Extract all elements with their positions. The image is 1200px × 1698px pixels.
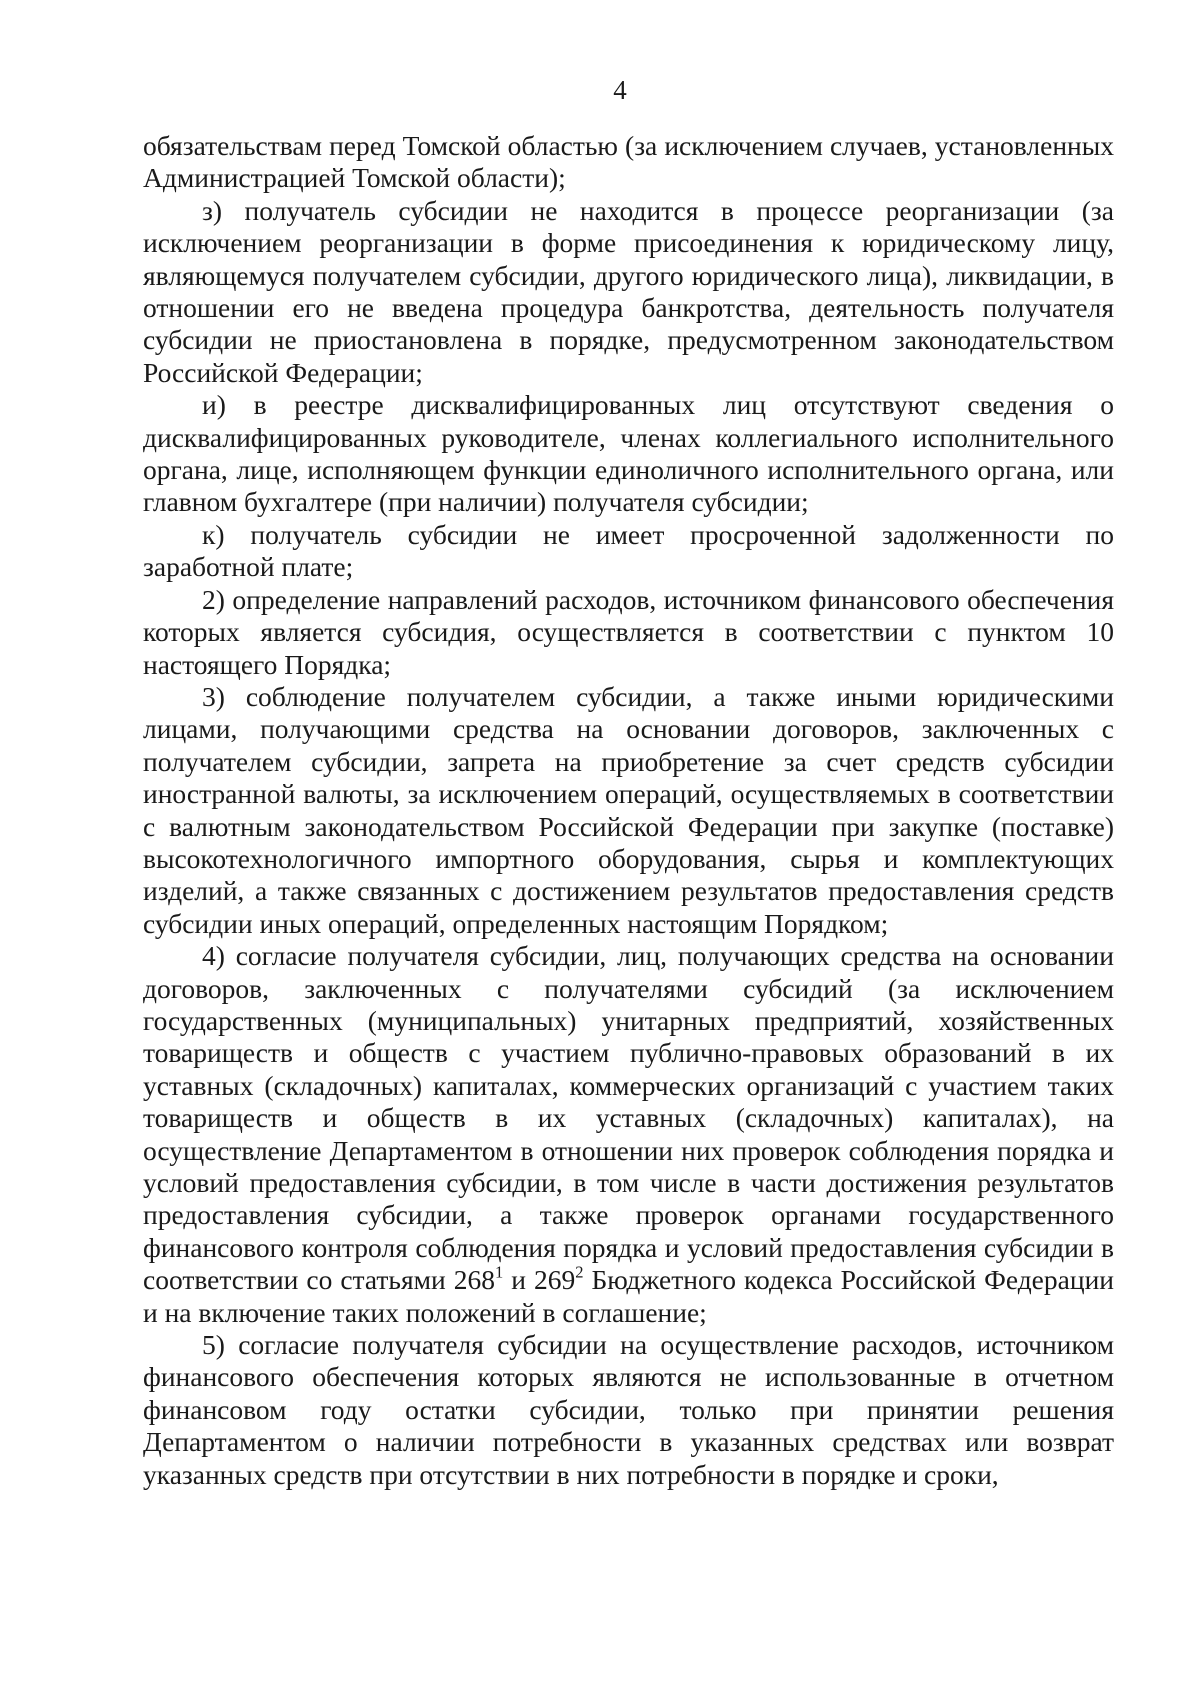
paragraph-item-4 xyxy=(143,940,1114,1329)
paragraph-item-k: к) получатель субсидии не имеет просроченной задолженности по заработной плате; xyxy=(143,518,1114,583)
paragraph-continuation: обязательствам перед Томской областью (за исключением случаев, установленных Администрацией Томской области); xyxy=(143,130,1114,194)
conjunction: и xyxy=(503,1264,534,1296)
paragraph-item-4-text-after: Бюджетного кодекса Российской Федерации и на включение таких положений в соглашение; xyxy=(143,1264,1114,1328)
paragraph-item-2: 2) определение направлений расходов, источником финансового обеспечения которых является субсидия, осуществляется в соответствии с пунктом 10 настоящего Порядка; xyxy=(143,583,1114,680)
paragraph-item-5: 5) согласие получателя субсидии на осуществление расходов, источником финансового обеспечения которых являются не использованные в отчетном финансовом году остатки субсидии, только при принятии решения Департаментом о наличии потребности в указанных средствах или возврат указанных средств при отсутствии в них потребности в порядке и сроки, xyxy=(143,1329,1114,1490)
article-268: 268 xyxy=(453,1264,495,1296)
paragraph-item-i: и) в реестре дисквалифицированных лиц отсутствуют сведения о дисквалифицированных руководителе, членах коллегиального исполнительного органа, лице, исполняющем функции единоличного исполнительного органа, или главном бухгалтере (при наличии) получателя субсидии; xyxy=(143,389,1114,518)
document-body xyxy=(143,130,1114,1491)
article-269: 269 xyxy=(533,1264,576,1296)
paragraph-item-3: 3) соблюдение получателем субсидии, а также иными юридическими лицами, получающими средства на основании договоров, заключенных с получателем субсидии, запрета на приобретение за счет средств субсидии иностранной валюты, за исключением операций, осуществляемых в соответствии с валютным законодательством Российской Федерации при закупке (поставке) высокотехнологичного импортного оборудования, сырья и комплектующих изделий, а также связанных с достижением результатов предоставления средств субсидии иных операций, определенных настоящим Порядком; xyxy=(143,680,1114,939)
article-268-superscript: 1 xyxy=(494,1262,504,1282)
paragraph-item-4-text-before: 4) согласие получателя субсидии, лиц, получающих средства на основании договоров, заключенных с получателями субсидий (за исключением государственных (муниципальных) унитарных предприятий, хозяйственных товариществ и обществ с участием публично-правовых образований в их уставных (складочных) капиталах, коммерческих организаций с участием таких товариществ и обществ в их уставных (складочных) капиталах), на осуществление Департаментом в отношении них проверок соблюдения порядка и условий предоставления субсидии, в том числе в части достижения результатов предоставления субсидии, а также проверок органами государственного финансового контроля соблюдения порядка и условий предоставления субсидии в соответствии со статьями xyxy=(143,940,1114,1296)
page-number: 4 xyxy=(613,75,627,105)
paragraph-item-z: з) получатель субсидии не находится в процессе реорганизации (за исключением реорганизации в форме присоединения к юридическому лицу, являющемуся получателем субсидии, другого юридического лица), ликвидации, в отношении его не введена процедура банкротства, деятельность получателя субсидии не приостановлена в порядке, предусмотренном законодательством Российской Федерации; xyxy=(143,194,1114,388)
article-269-superscript: 2 xyxy=(575,1262,584,1282)
